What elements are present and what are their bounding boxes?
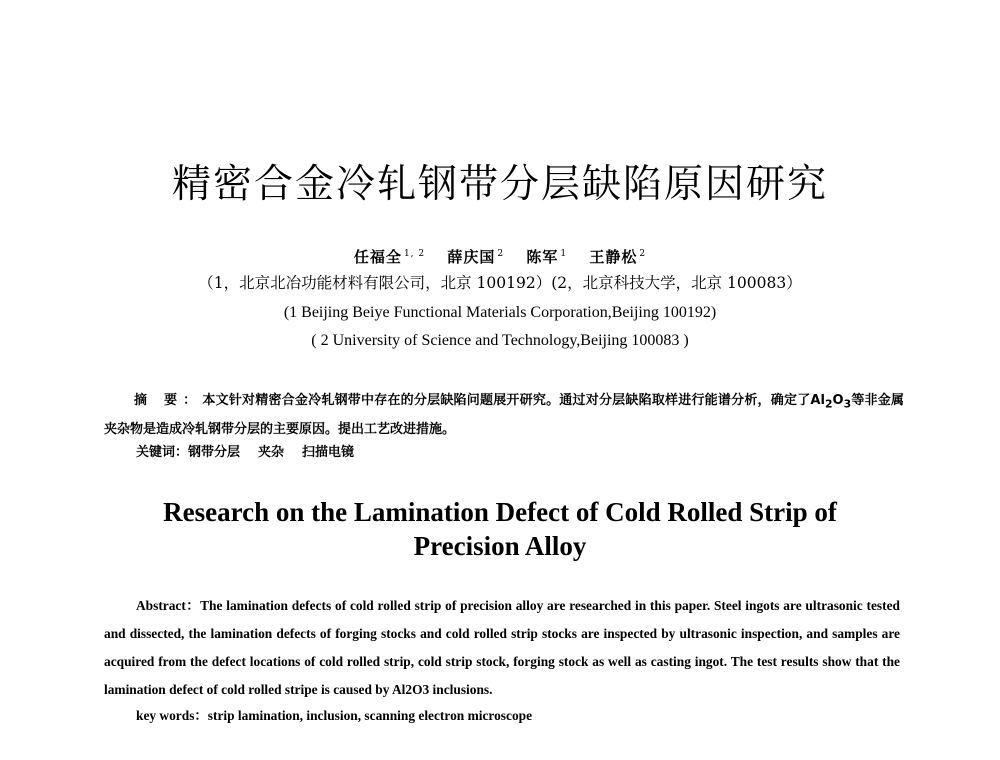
keywords-cn-label: 关键词： bbox=[136, 445, 189, 460]
abstract-en-label: Abstract： bbox=[136, 598, 201, 613]
abstract-en-text: The lamination defects of cold rolled strip of precision alloy are researched in this paper. Steel ingots are ultrasonic tested and dissected, the lamination defects of forging stocks and cold rolled strip stocks are inspected by ultrasonic inspection, and samples are acquired from the defect locations of cold rolled strip, cold strip stock, forging stock as well as casting ingot. The test results show that the lamination defect of cold rolled stripe is caused by Al2O3 inclusions. bbox=[104, 598, 900, 697]
abstract-cn-label: 摘 要： bbox=[134, 393, 203, 408]
author-name: 任福全 bbox=[353, 248, 402, 266]
abstract-cn-subscript-2: 3 bbox=[843, 397, 852, 411]
author-affiliation-mark: 2 bbox=[639, 249, 647, 259]
author-1 bbox=[354, 248, 441, 266]
paper-title-en bbox=[100, 495, 900, 563]
keyword-cn-item: 夹杂 bbox=[258, 445, 285, 460]
keywords-en-text: strip lamination, inclusion, scanning electron microscope bbox=[207, 708, 533, 723]
keyword-cn-item: 钢带分层 bbox=[188, 445, 241, 460]
author-name: 王静松 bbox=[589, 248, 638, 266]
paper-title-cn: 精密合金冷轧钢带分层缺陷原因研究 bbox=[171, 162, 828, 207]
affiliation-en-1: (1 Beijing Beiye Functional Materials Corporation,Beijing 100192) bbox=[283, 304, 717, 321]
affiliation-cn: （1，北京北冶功能材料有限公司，北京 100192）(2，北京科技大学，北京 100083） bbox=[198, 274, 802, 292]
abstract-cn bbox=[104, 388, 904, 442]
author-3 bbox=[526, 248, 583, 266]
abstract-cn-subscript-1: 2 bbox=[824, 397, 833, 411]
author-2 bbox=[447, 248, 520, 266]
keywords-en-label: key words： bbox=[136, 708, 208, 723]
paper-title-en-line-2: Precision Alloy bbox=[413, 531, 587, 561]
author-4 bbox=[589, 248, 646, 266]
abstract-en bbox=[104, 592, 900, 704]
keyword-cn-item: 扫描电镜 bbox=[302, 445, 355, 460]
keywords-cn bbox=[136, 443, 372, 463]
author-affiliation-mark: 2 bbox=[497, 249, 505, 259]
abstract-cn-text-2: O bbox=[832, 393, 844, 408]
author-affiliation-mark: 1, 2 bbox=[403, 249, 426, 259]
affiliation-en-2: ( 2 University of Science and Technology,Beijing 100083 ) bbox=[311, 332, 689, 349]
abstract-cn-text-1: 本文针对精密合金冷轧钢带中存在的分层缺陷问题展开研究。通过对分层缺陷取样进行能谱分析，确定了Al bbox=[202, 393, 825, 408]
author-list bbox=[0, 243, 1000, 268]
author-name: 陈军 bbox=[526, 248, 559, 266]
author-name: 薛庆国 bbox=[447, 248, 496, 266]
paper-title-en-line-1: Research on the Lamination Defect of Cold Rolled Strip of bbox=[163, 497, 837, 527]
keywords-en bbox=[136, 706, 532, 726]
author-affiliation-mark: 1 bbox=[560, 249, 568, 259]
abstract-cn-text-3: 等非金属夹杂物是造成冷轧钢带分层的主要原因。提出工艺改进措施。 bbox=[104, 393, 904, 437]
